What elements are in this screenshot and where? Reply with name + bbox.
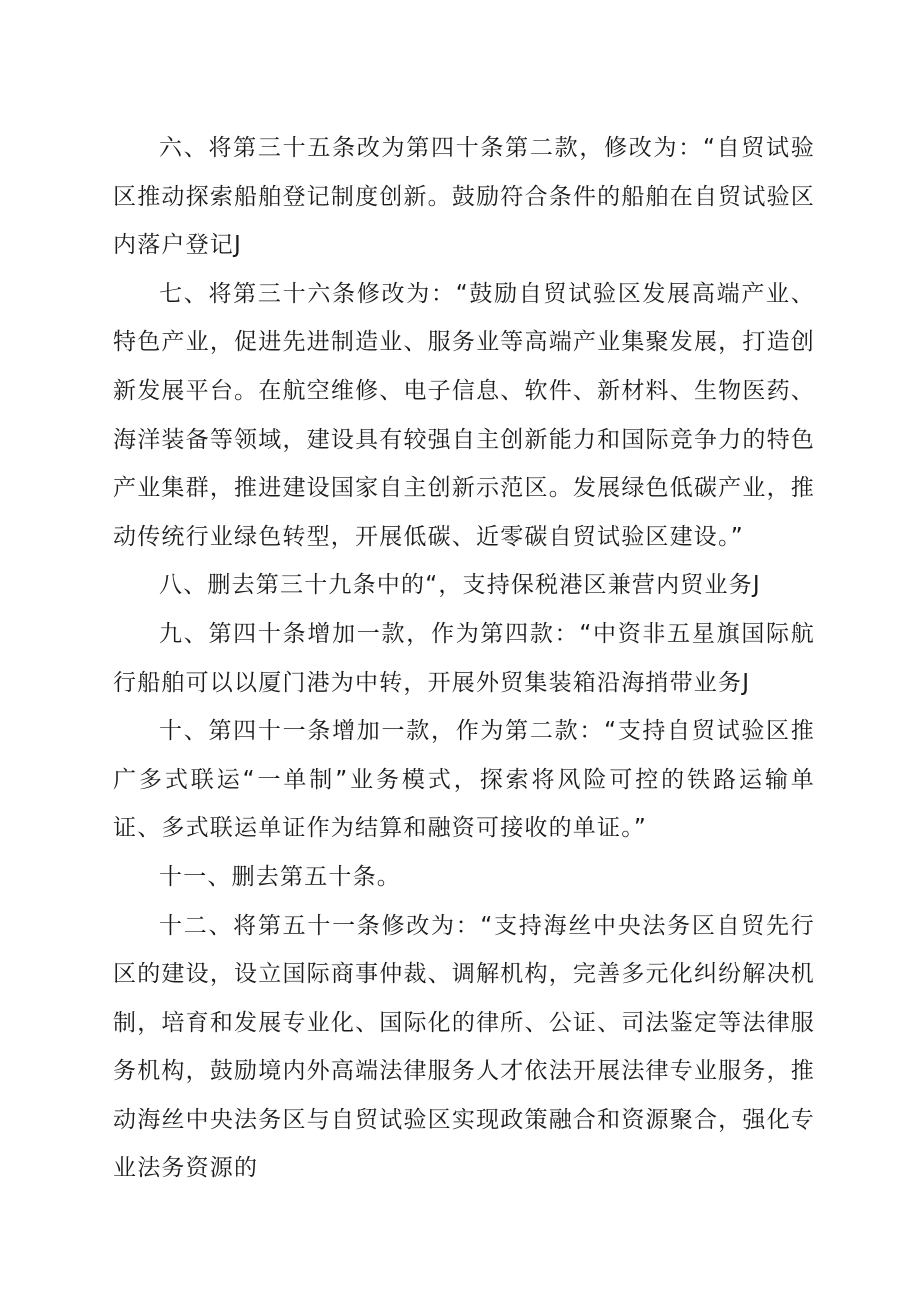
paragraph-article-6: 六、将第三十五条改为第四十条第二款，修改为：“自贸试验区推动探索船舶登记制度创新。鼓励符合条件的船舶在自贸试验区内落户登记J	[113, 135, 815, 259]
paragraph-article-10: 十、第四十一条增加一款，作为第二款：“支持自贸试验区推广多式联运“一单制”业务模式，探索将风险可控的铁路运输单证、多式联运单证作为结算和融资可接收的单证。”	[113, 718, 815, 842]
paragraph-article-11: 十一、删去第五十条。	[159, 863, 401, 890]
paragraph-article-9: 九、第四十条增加一款，作为第四款：“中资非五星旗国际航行船舶可以以厦门港为中转，开展外贸集装箱沿海捎带业务J	[113, 620, 815, 696]
paragraph-article-12: 十二、将第五十一条修改为：“支持海丝中央法务区自贸先行区的建设，设立国际商事仲裁、调解机构，完善多元化纠纷解决机制，培育和发展专业化、国际化的律所、公证、司法鉴定等法律服务机构，鼓励境内外高端法律服务人才依法开展法律专业服务，推动海丝中央法务区与自贸试验区实现政策融合和资源聚合，强化专业法务资源的	[113, 912, 815, 1182]
document-body	[113, 124, 815, 1193]
paragraph-article-7: 七、将第三十六条修改为：“鼓励自贸试验区发展高端产业、特色产业，促进先进制造业、服务业等高端产业集聚发展，打造创新发展平台。在航空维修、电子信息、软件、新材料、生物医药、海洋装备等领域，建设具有较强自主创新能力和国际竞争力的特色产业集群，推进建设国家自主创新示范区。发展绿色低碳产业，推动传统行业绿色转型，开展低碳、近零碳自贸试验区建设。”	[113, 280, 815, 550]
paragraph-article-8: 八、删去第三十九条中的“，支持保税港区兼营内贸业务J	[159, 572, 761, 599]
